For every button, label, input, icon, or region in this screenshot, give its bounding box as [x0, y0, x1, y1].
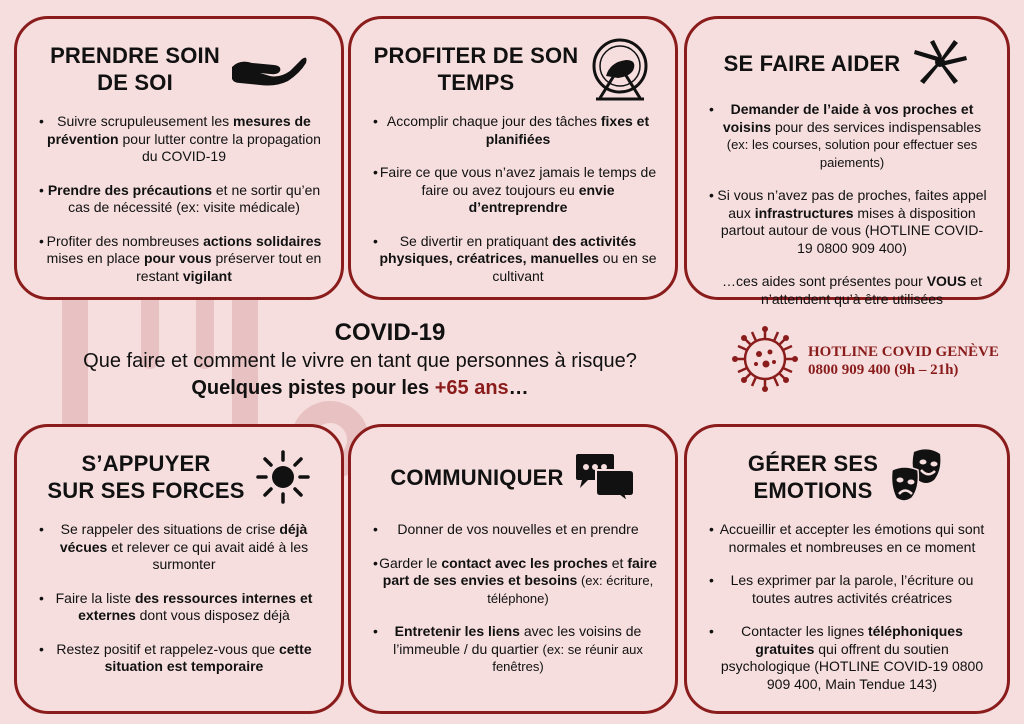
bold-text: Demander de l’aide à vos proches et voisins — [722, 101, 974, 135]
card-items — [705, 521, 989, 693]
bold-text: envie d’entreprendre — [468, 181, 615, 215]
text-segment: Se rappeler des situations de crise — [60, 521, 280, 537]
hotline-label: HOTLINE COVID GENÈVE — [808, 344, 999, 360]
bold-text: faire part de ses envies et besoins — [382, 554, 657, 588]
list-item — [705, 521, 989, 556]
text-segment: (ex: se réunir aux fenêtres) — [492, 641, 643, 674]
sun-icon — [255, 449, 311, 505]
bold-text: Entretenir les liens — [394, 623, 520, 639]
card-items — [705, 101, 989, 308]
theater-masks-icon — [888, 448, 946, 506]
text-segment: Accomplir chaque jour des tâches — [386, 113, 601, 129]
chat-bubbles-icon — [574, 452, 636, 502]
hamster-wheel-icon — [588, 36, 652, 102]
text-segment: pour des services indispensables — [771, 118, 982, 135]
text-segment: et n’attendent qu’à être utilisées — [760, 273, 982, 307]
list-item — [369, 623, 657, 676]
list-item — [369, 521, 657, 539]
card-items — [369, 521, 657, 676]
list-item — [369, 555, 657, 608]
center-title: COVID-19 — [334, 319, 446, 346]
bold-text: téléphoniques gratuites — [755, 623, 963, 657]
card-profiter — [348, 16, 678, 300]
card-title: PROFITER DE SON TEMPS — [373, 43, 579, 95]
card-title: SE FAIRE AIDER — [723, 50, 901, 76]
text-segment: et relever ce qui avait aidé à les surmonter — [107, 538, 309, 572]
list-item — [705, 572, 989, 607]
list-item — [705, 273, 989, 308]
bold-text: actions solidaires — [203, 232, 322, 249]
list-item — [35, 182, 323, 217]
hotline-block — [730, 326, 1020, 396]
card-title: S’APPUYER SUR SES FORCES — [47, 451, 245, 503]
list-item — [705, 187, 989, 257]
text-segment: Se divertir en pratiquant — [399, 232, 553, 249]
bold-text: mesures de prévention — [47, 113, 311, 147]
bold-text: contact avec les proches — [441, 554, 608, 571]
list-item — [35, 641, 323, 676]
text-segment: ou en se cultivant — [492, 250, 657, 284]
tagline-prefix: Quelques pistes pour les — [191, 377, 435, 399]
card-title: PRENDRE SOIN DE SOI — [50, 43, 220, 95]
card-prendre-soin — [14, 16, 344, 300]
text-segment: et ne sortir qu’en cas de nécessité (ex: visite médicale) — [68, 181, 321, 215]
text-segment: avec les voisins de l’immeuble / du quartier — [393, 623, 642, 657]
text-segment: dont vous disposez déjà — [135, 607, 290, 623]
open-hand-icon — [230, 49, 308, 89]
list-item — [705, 623, 989, 693]
bold-text: VOUS — [926, 273, 967, 289]
text-segment: Donner de vos nouvelles et en prendre — [397, 521, 639, 537]
list-item — [369, 113, 657, 148]
text-segment: mises en place — [46, 250, 144, 266]
list-item — [35, 113, 323, 166]
center-heading — [20, 318, 700, 402]
text-segment: Restez positif et rappelez-vous que — [56, 640, 279, 657]
bold-text: déjà vécues — [59, 521, 308, 555]
text-segment: mises à disposition partout autour de vous (HOTLINE COVID-19 0800 909 400) — [720, 204, 984, 256]
text-segment: Faire la liste — [55, 589, 135, 606]
bold-text: infrastructures — [754, 204, 854, 221]
list-item — [369, 164, 657, 217]
hotline-number[interactable]: 0800 909 400 (9h – 21h) — [808, 362, 959, 378]
text-segment: Garder le — [379, 554, 442, 571]
card-items — [369, 113, 657, 285]
text-segment: Profiter des nombreuses — [46, 232, 204, 249]
card-title: GÉRER SES EMOTIONS — [747, 451, 879, 503]
tagline-suffix: … — [508, 377, 529, 399]
bold-text: fixes et planifiées — [485, 113, 650, 147]
card-communiquer — [348, 424, 678, 714]
text-segment: (ex: les courses, solution pour effectuer ses paiements) — [726, 137, 978, 170]
bold-text: pour vous — [143, 250, 212, 266]
bold-text: des activités physiques, créatrices, manuelles — [379, 232, 637, 266]
text-segment: préserver tout en restant — [136, 250, 322, 284]
center-tagline — [20, 374, 700, 402]
list-item — [35, 521, 323, 574]
bold-text: vigilant — [182, 267, 232, 284]
text-segment: pour lutter contre la propagation du COVID-19 — [118, 130, 321, 164]
list-item — [35, 590, 323, 625]
tagline-accent: +65 ans — [434, 377, 509, 399]
bold-text: des ressources internes et externes — [78, 589, 313, 623]
text-segment: (ex: écriture, téléphone) — [487, 573, 654, 606]
card-sappuyer — [14, 424, 344, 714]
text-segment: Contacter les lignes — [741, 623, 868, 639]
text-segment: Suivre scrupuleusement les — [57, 113, 234, 129]
card-gerer-emotions — [684, 424, 1010, 714]
text-segment: Les exprimer par la parole, l’écriture ou toutes autres activités créatrices — [730, 572, 974, 606]
center-subtitle: Que faire et comment le vivre en tant que personnes à risque? — [83, 350, 637, 372]
bold-text: Prendre des précautions — [47, 181, 212, 198]
card-items — [35, 521, 323, 676]
text-segment: Si vous n’avez pas de proches, faites appel aux — [717, 187, 987, 221]
text-segment: Faire ce que vous n’avez jamais le temps de faire ou avez toujours eu — [379, 164, 657, 198]
virus-icon — [730, 324, 800, 399]
text-segment: qui offrent du soutien psychologique (HOTLINE COVID-19 0800 909 400, Main Tendue 143) — [720, 640, 984, 692]
card-title: COMMUNIQUER — [390, 464, 564, 490]
text-segment: …ces aides sont présentes pour — [722, 273, 927, 289]
helping-hands-icon — [910, 38, 970, 88]
list-item — [369, 233, 657, 286]
card-se-faire-aider — [684, 16, 1010, 307]
text-segment: et — [607, 554, 628, 571]
text-segment: Accueillir et accepter les émotions qui sont normales et nombreuses en ce moment — [719, 521, 985, 555]
list-item — [35, 233, 323, 286]
bold-text: cette situation est temporaire — [104, 640, 312, 674]
list-item — [705, 101, 989, 171]
card-items — [35, 113, 323, 285]
